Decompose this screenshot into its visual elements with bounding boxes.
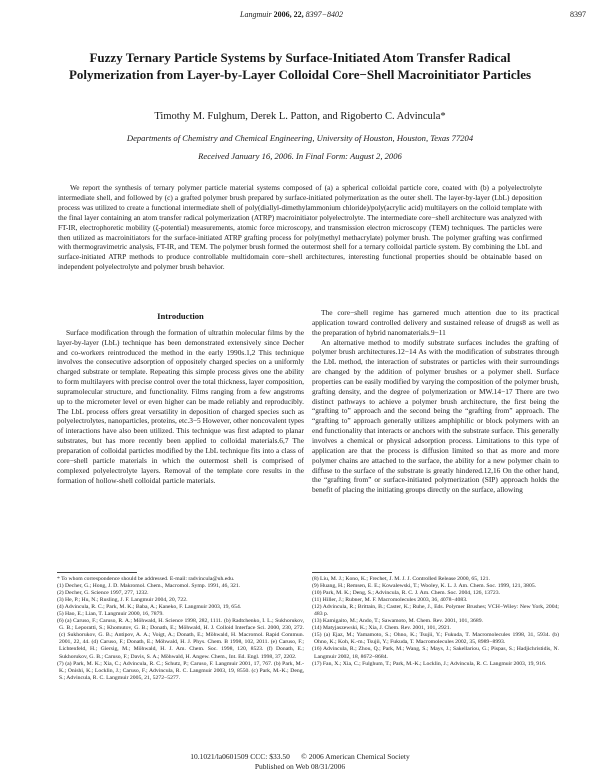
- footer-line: [0, 752, 600, 762]
- copyright: © 2006 American Chemical Society: [301, 752, 410, 761]
- running-header: [0, 10, 600, 22]
- paragraph: An alternative method to modify substrate surfaces includes the grafting of polymer brush architectures.12−14 As with the modification of substrates through the LbL method, the interaction of substrates or particles with their surroundings are changed by the addition of polymer brushes or a polymer shell. Surface properties can be easily modified by varying the composition of the polymer brush, grafting density, and the degree of polymerization or MW.14−17 There are two distinct pathways to achieve a polymer brush architecture, the first being the “grafting to” approach and the second being the “grafting from” approach. The “grafting to” approach generally utilizes amphiphilic or block polymers with an end functionality that interacts or anchors with the substrate surface. This generally involves a chemical or physical adsorption process. Limitations to this type of application are that the process is diffusion limited so that as more and more polymer chains are attached to the surface, the ability for a new polymer chain to diffuse to the surface of the substrate is greatly hindered.12,16 On the other hand, the “grafting from” or surface-initiated polymerization (SIP) approach holds the benefit of placing the initiating groups directly on the surface, allowing: [312, 337, 559, 495]
- reference-item: (3) He, P.; Hu, N.; Rusling, J. F. Langmuir 2004, 20, 722.: [57, 597, 188, 604]
- reference-item: (14) Matyjaszewski, K.; Xia, J. Chem. Rev. 2001, 101, 2921.: [312, 625, 451, 632]
- footnote-divider: [312, 572, 392, 573]
- reference-item: (8) Liu, M. J.; Kono, K.; Frechet, J. M. J. J. Controlled Release 2000, 65, 121.: [312, 576, 490, 582]
- references-right: [312, 576, 559, 668]
- reference-item: (1) Decher, G.; Hong, J. D. Makromol. Chem., Macromol. Symp. 1991, 46, 321.: [57, 583, 241, 590]
- header-citation: [240, 10, 343, 19]
- affiliation: Departments of Chemistry and Chemical Engineering, University of Houston, Houston, Texas 77204: [126, 133, 474, 143]
- left-column: [57, 308, 304, 485]
- reference-item: (10) Park, M. K.; Deng, S.; Advincula, R. C. J. Am. Chem. Soc. 2004, 126, 13723.: [312, 590, 500, 597]
- page-range: 8397−8402: [305, 10, 343, 19]
- page-footer: [0, 752, 600, 772]
- reference-item: (15) (a) Ejaz, M.; Yamamoto, S.; Ohno, K.; Tsujii, Y.; Fukuda, T. Macromolecules 1998, 31, 5934. (b) Ohno, K.; Koh, K.-m.; Tsujii, Y.; Fukuda, T. Macromolecules 2002, 35, 8989−8993.: [312, 632, 559, 646]
- reference-item: (12) Advincula, R.; Brittain, B.; Caster, K.; Ruhe, J., Eds. Polymer Brushes; VCH−Wiley: New York, 2004; 483 p.: [312, 604, 559, 618]
- author-list: Timothy M. Fulghum, Derek L. Patton, and Rigoberto C. Advincula*: [154, 111, 446, 122]
- published-date: Published on Web 08/31/2006: [254, 762, 346, 771]
- footnote-divider: [57, 572, 137, 573]
- reference-item: (4) Advincula, R. C.; Park, M. K.; Baba, A.; Kaneko, F. Langmuir 2003, 19, 654.: [57, 604, 242, 611]
- article-title: Fuzzy Ternary Particle Systems by Surface-Initiated Atom Transfer Radical Polymerization from Layer-by-Layer Colloidal Core−Shell Macroinitiator Particles: [68, 50, 532, 82]
- paragraph: The core−shell regime has garnered much attention due to its practical application toward controlled delivery and sustained release of drugs8 as well as the preparation of hybrid nanomaterials.9−11: [312, 308, 559, 337]
- reference-item: (2) Decher, G. Science 1997, 277, 1232.: [57, 590, 149, 597]
- footnote-corresponding: * To whom correspondence should be addressed. E-mail: radvincula@uh.edu.: [57, 576, 235, 582]
- doi-price: 10.1021/la0601509 CCC: $33.50: [190, 752, 290, 761]
- reference-item: (16) Advincula, R.; Zhou, Q.; Park, M.; Wang, S.; Mays, J.; Sakellariou, G.; Pispas, S.; Hadjichristidis, N. Langmuir 2002, 18, 8672−8684.: [312, 646, 559, 660]
- reference-item: (6) (a) Caruso, F.; Caruso, R. A.; Möhwald, H. Science 1998, 282, 1111. (b) Radtchenko, I. L.; Sukhorukov, G. B.; Leporatti, S.; Khomutov, G. B.; Donath, E.; Möhwald, H. J. Colloid Interface Sci. 2000, 230, 272. (c) Sukhorukov, G. B.; Antipov, A. A.; Voigt, A.; Donath, E.; Möhwald, H. Macromol. Rapid Commun. 2001, 22, 44. (d) Caruso, F.; Donath, E.; Möhwald, H. J. Phys. Chem. B 1998, 102, 2011. (e) Caruso, F.; Lichtenfeld, H.; Giersig, M.; Möhwald, H. J. Am. Chem. Soc. 1998, 120, 8523. (f) Donath, E.; Sukhorukov, G. B.; Caruso, F.; Davis, S. A.; Möhwald, H. Angew. Chem., Int. Ed. Engl. 1998, 37, 2202.: [57, 618, 304, 660]
- references-left: [57, 576, 304, 682]
- received-dates: Received January 16, 2006. In Final Form: August 2, 2006: [198, 151, 402, 161]
- abstract: We report the synthesis of ternary polymer particle material systems composed of (a) a spherical colloidal particle core, coated with (b) a polyelectrolyte intermediate shell, and followed by (c) a grafted polymer brush prepared by surface-initiated polymerization as the outer shell. The layer-by-layer (LbL) deposition process was utilized to create a functional intermediate shell of poly(diallyl-dimethylammonium chloride)/poly(acrylic acid) multilayers on the colloid template with the final layer containing an atom transfer radical polymerization (ATRP) macroinitiator polyelectrolyte. The intermediate core−shell architecture was analyzed with FT-IR, electrophoretic mobility (ζ-potential) measurements, atomic force microscopy, and transmission electron microscopy (TEM) techniques. The particles were then utilized as macroinitiators for the surface-initiated ATRP grafting process for poly(methyl methacrylate) polymer brush. The polymer grafting was confirmed with thermogravimetric analysis, FT-IR, and TEM. The polymer brush formed the outermost shell for a ternary colloidal particle system. By combining the LbL and surface-initiated ATRP methods to produce controllable multidomain core−shell architectures, interesting functional properties should be obtainable based on independent polyelectrolyte and polymer brush behavior.: [58, 183, 542, 272]
- reference-item: (13) Kamigaito, M.; Ando, T.; Sawamoto, M. Chem. Rev. 2001, 101, 3689.: [312, 618, 483, 625]
- reference-item: (17) Fan, X.; Xia, C.; Fulghum, T.; Park, M.-K.; Locklin, J.; Advincula, R. C. Langmuir 2003, 19, 916.: [312, 660, 547, 667]
- right-column: [312, 308, 559, 495]
- reference-item: (9) Huang, H.; Remsen, E. E.; Kowalewski, T.; Wooley, K. L. J. Am. Chem. Soc. 1999, 121, 3805.: [312, 583, 537, 590]
- reference-item: (11) Hiller, J.; Rubner, M. F. Macromolecules 2003, 36, 4078−4083.: [312, 597, 468, 604]
- section-heading-introduction: Introduction: [157, 311, 204, 321]
- page-number: 8397: [570, 10, 586, 19]
- reference-item: (7) (a) Park, M. K.; Xia, C.; Advincula, R. C.; Schutz, P.; Caruso, F. Langmuir 2001, 17, 767. (b) Park, M.-K.; Onishi, K.; Locklin, J.; Caruso, F.; Advincula, R. C. Langmuir 2003, 19, 8550. (c) Park, M.-K.; Deng, S.; Advincula, R. C. Langmuir 2005, 21, 5272−5277.: [57, 660, 304, 681]
- journal-name: Langmuir: [240, 10, 272, 19]
- paragraph: Surface modification through the formation of ultrathin molecular films by the layer-by-layer (LbL) technique has been demonstrated extensively since Decher and co-workers reintroduced the method in the early 1990s.1,2 This technique involves the consecutive adsorption of oppositely charged species on a uniformly charged substrate or template. Repeating this simple process gives one the ability to form multilayers with precise control over the total thickness, layer composition, supramolecular structure, and functionality. Films ranging from a few angstroms up to the micrometer level or even higher can be made reliably and reproducibly. The LbL process offers great versatility in deposition of charged species such as polyelectrolytes, nanoparticles, proteins, etc.3−5 However, other noncovalent types of interactions have also been utilized. This technique was first adapted to planar substrates, but has more recently been applied to colloidal materials.6,7 The preparation of colloidal particles modified by the LbL technique fits into a class of core−shell particle materials in which the outermost shell is comprised of complexed polyelectrolyte layers. Removal of the template core results in the formation of hollow-shell colloidal particle materials.: [57, 327, 304, 485]
- reference-item: (5) Hao, E.; Lian, T. Langmuir 2000, 16, 7879.: [57, 611, 164, 618]
- year-volume: 2006, 22,: [273, 10, 304, 19]
